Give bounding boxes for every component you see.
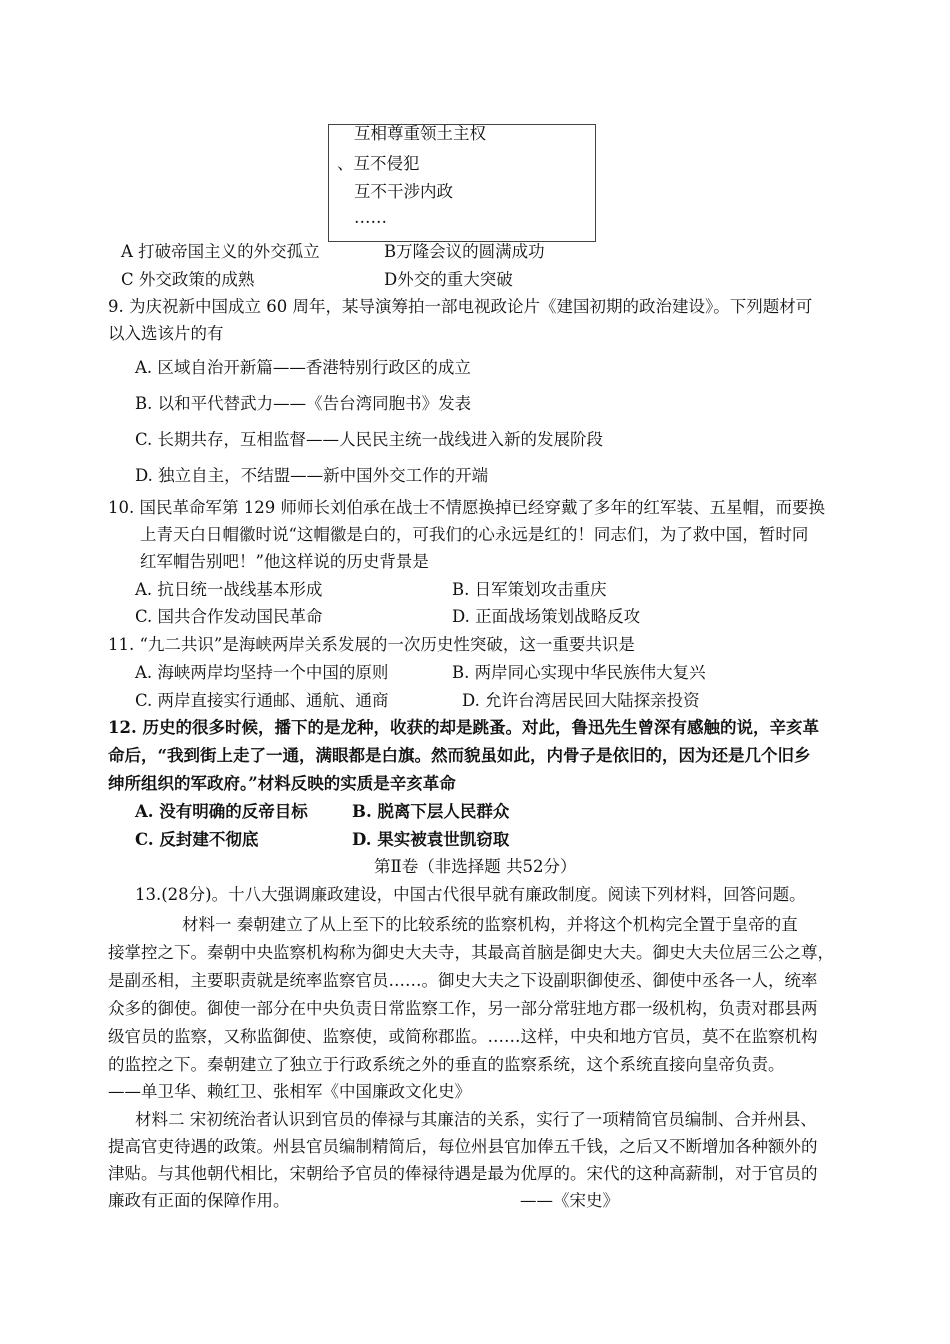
q12-option-b: B. 脱离下层人民群众 xyxy=(352,802,510,821)
material-1-line: 接掌控之下。秦朝中央监察机构称为御史大夫寺，其最高首脑是御史大夫。御史大夫位居三公之尊， xyxy=(108,943,834,962)
q9-stem-line-1: 9. 为庆祝新中国成立 60 周年，某导演筹拍一部电视政论片《建国初期的政治建设》。下列题材可 xyxy=(108,297,813,316)
material-2-line: 提高官吏待遇的政策。州县官员编制精简后，每位州县官加俸五千钱，之后又不断增加各种额外的 xyxy=(108,1137,818,1156)
q10-option-d: D. 正面战场策划战略反攻 xyxy=(452,607,641,626)
q11-option-b: B. 两岸同心实现中华民族伟大复兴 xyxy=(452,663,706,682)
q12-stem-line-3: 绅所组织的军政府。”材料反映的实质是辛亥革命 xyxy=(108,774,456,793)
material-2-line: 廉政有正面的保障作用。 xyxy=(108,1191,290,1210)
box-line-4: …… xyxy=(354,208,387,227)
q8-option-a: A 打破帝国主义的外交孤立 xyxy=(121,242,320,261)
q9-option-a: A. 区域自治开新篇——香港特别行政区的成立 xyxy=(135,358,471,377)
q8-option-b: B万隆会议的圆满成功 xyxy=(384,242,545,261)
q9-option-d: D. 独立自主，不结盟——新中国外交工作的开端 xyxy=(135,466,489,485)
material-1-source: ——单卫华、赖红卫、张相军《中国廉政文化史》 xyxy=(108,1082,471,1101)
material-1-line: 众多的御使。御使一部分在中央负责日常监察工作，另一部分常驻地方郡一级机构，负责对郡县两 xyxy=(108,999,818,1018)
q10-stem-line-2: 上青天白日帽徽时说“这帽徽是白的，可我们的心永远是红的！同志们，为了救中国，暂时同 xyxy=(140,525,809,544)
material-1-line: 材料一 秦朝建立了从上至下的比较系统的监察机构，并将这个机构完全置于皇帝的直 xyxy=(182,915,798,934)
box-line-1: 互相尊重领土主权 xyxy=(354,124,486,143)
q8-option-d: D外交的重大突破 xyxy=(384,270,513,289)
q13-stem: 13.(28分)。十八大强调廉政建设，中国古代很早就有廉政制度。阅读下列材料，回答问题。 xyxy=(135,885,806,904)
material-2-source: ——《宋史》 xyxy=(520,1191,619,1210)
material-1-line: 级官员的监察，又称监御使、监察使，或简称郡监。……这样，中央和地方官员，莫不在监察机构 xyxy=(108,1027,818,1046)
section-2-title: 第Ⅱ卷（非选择题 共52分） xyxy=(374,857,577,876)
q10-stem-line-1: 10. 国民革命军第 129 师师长刘伯承在战士不情愿换掉已经穿戴了多年的红军装、五星帽，而要换 xyxy=(108,498,825,517)
q9-option-b: B. 以和平代替武力——《告台湾同胞书》发表 xyxy=(135,394,472,413)
material-2-line: 津贴。与其他朝代相比，宋朝给予官员的俸禄待遇是最为优厚的。宋代的这种高薪制，对于官员的 xyxy=(108,1164,818,1183)
q10-option-b: B. 日军策划攻击重庆 xyxy=(452,580,607,599)
q10-stem-line-3: 红军帽告别吧！”他这样说的历史背景是 xyxy=(140,552,429,571)
q12-option-a: A. 没有明确的反帝目标 xyxy=(135,802,308,821)
box-line-2: 、互不侵犯 xyxy=(337,154,420,173)
q12-stem-line-1: 12. 历史的很多时候，播下的是龙种，收获的却是跳蚤。对此，鲁迅先生曾深有感触的说，辛亥革 xyxy=(108,718,819,737)
q9-option-c: C. 长期共存，互相监督——人民民主统一战线进入新的发展阶段 xyxy=(135,430,604,449)
material-1-line: 的监控之下。秦朝建立了独立于行政系统之外的垂直的监察系统，这个系统直接向皇帝负责。 xyxy=(108,1055,785,1074)
q10-option-c: C. 国共合作发动国民革命 xyxy=(135,607,323,626)
q12-option-c: C. 反封建不彻底 xyxy=(135,830,259,849)
q11-option-d: D. 允许台湾居民回大陆探亲投资 xyxy=(462,691,700,710)
q10-option-a: A. 抗日统一战线基本形成 xyxy=(135,580,323,599)
material-2-line: 材料二 宋初统治者认识到官员的俸禄与其廉洁的关系，实行了一项精简官员编制、合并州县、 xyxy=(135,1110,817,1129)
q11-option-c: C. 两岸直接实行通邮、通航、通商 xyxy=(135,691,389,710)
material-1-line: 是副丞相，主要职责就是统率监察官员……。御史大夫之下设副职御使丞、御使中丞各一人，统率 xyxy=(108,971,818,990)
q11-stem: 11. “九二共识”是海峡两岸关系发展的一次历史性突破，这一重要共识是 xyxy=(108,635,635,654)
q8-option-c: C 外交政策的成熟 xyxy=(121,270,255,289)
q9-stem-line-2: 以入选该片的有 xyxy=(108,324,224,343)
box-line-3: 互不干涉内政 xyxy=(354,182,453,201)
q12-stem-line-2: 命后，“我到街上走了一通，满眼都是白旗。然而貌虽如此，内骨子是依旧的，因为还是几个旧乡 xyxy=(108,746,811,765)
q11-option-a: A. 海峡两岸均坚持一个中国的原则 xyxy=(135,663,389,682)
q12-option-d: D. 果实被袁世凯窃取 xyxy=(352,830,510,849)
